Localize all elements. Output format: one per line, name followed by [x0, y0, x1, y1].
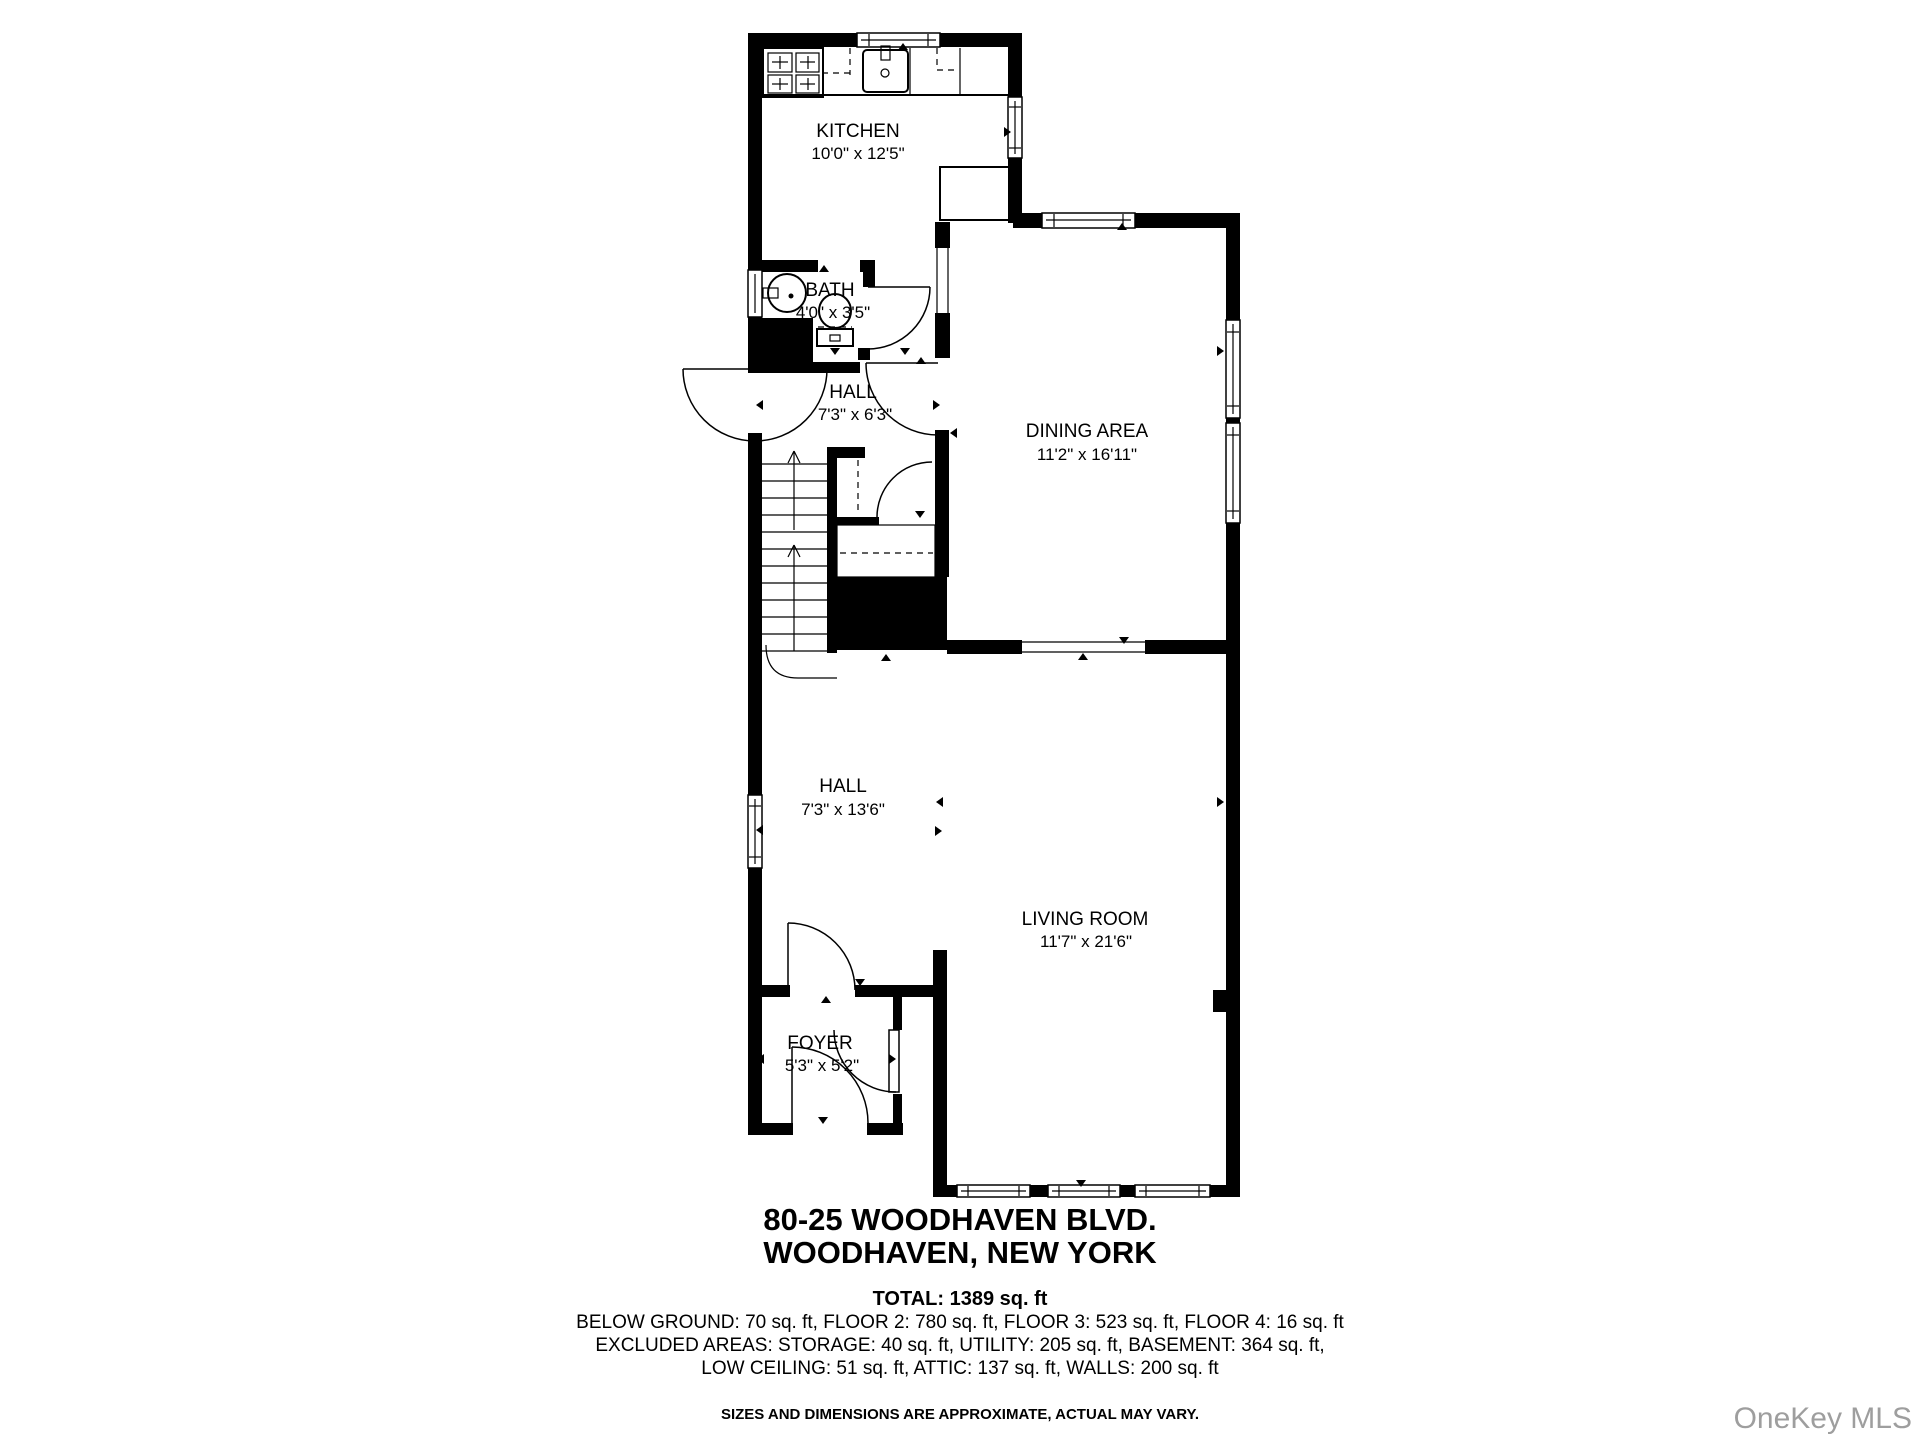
onekey-mls-watermark: OneKey MLS: [1733, 1402, 1912, 1435]
window-bath-left: [748, 270, 762, 317]
door-stair-closet: [877, 462, 932, 517]
windows: [748, 33, 1240, 1197]
room-dims-hall-upper: 7'3" x 6'3": [817, 405, 893, 424]
walls: [748, 33, 1240, 1197]
room-dims-hall-lower: 7'3" x 13'6": [801, 800, 885, 819]
area-breakdown-1: BELOW GROUND: 70 sq. ft, FLOOR 2: 780 sq. ft, FLOOR 3: 523 sq. ft, FLOOR 4: 16 sq. ft: [576, 1312, 1344, 1333]
room-dims-kitchen: 10'0" x 12'5": [811, 144, 905, 163]
room-dims-foyer: 5'3" x 5'2": [784, 1056, 860, 1075]
total-area: TOTAL: 1389 sq. ft: [872, 1288, 1048, 1310]
room-label-living: LIVING ROOM: [1021, 909, 1149, 930]
window-dining-right-2: [1226, 423, 1240, 523]
footer-text: [576, 1202, 1344, 1423]
room-label-bath: BATH: [805, 280, 855, 301]
door-bath: [868, 287, 930, 349]
stair-direction-arrow-lower: [788, 545, 800, 651]
cased-opening-dining-left: [937, 248, 948, 313]
refrigerator-icon: [940, 167, 1013, 220]
window-living-bottom-1: [957, 1185, 1030, 1197]
room-dims-living: 11'7" x 21'6": [1040, 932, 1132, 951]
door-hall-foyer: [788, 923, 855, 990]
window-kitchen-top: [857, 33, 940, 47]
room-label-hall-upper: HALL: [829, 382, 877, 403]
room-label-hall-lower: HALL: [819, 776, 867, 797]
window-kitchen-right: [1008, 97, 1022, 158]
room-label-dining: DINING AREA: [1025, 421, 1149, 442]
window-dining-right-1: [1226, 320, 1240, 418]
stove-icon: [763, 48, 823, 97]
address-line-2: WOODHAVEN, NEW YORK: [763, 1235, 1157, 1270]
address-line-1: 80-25 WOODHAVEN BLVD.: [763, 1202, 1157, 1237]
staircase: [762, 451, 837, 678]
room-label-kitchen: KITCHEN: [816, 121, 900, 142]
stair-direction-arrow-upper: [788, 451, 800, 530]
window-living-bottom-3: [1135, 1185, 1210, 1197]
room-dims-dining: 11'2" x 16'11": [1036, 445, 1138, 464]
cased-opening-dining-living: [1022, 642, 1145, 652]
room-dims-bath: 4'0" x 3'5": [795, 303, 871, 322]
window-living-bottom-2: [1048, 1185, 1120, 1197]
door-hall-dining: [866, 363, 938, 435]
area-breakdown-3: LOW CEILING: 51 sq. ft, ATTIC: 137 sq. ft, WALLS: 200 sq. ft: [701, 1358, 1219, 1379]
room-label-foyer: FOYER: [787, 1033, 853, 1054]
disclaimer: SIZES AND DIMENSIONS ARE APPROXIMATE, ACTUAL MAY VARY.: [720, 1406, 1200, 1423]
door-exterior-hall: [683, 369, 827, 441]
kitchen-sink-icon: [863, 46, 908, 92]
area-breakdown-2: EXCLUDED AREAS: STORAGE: 40 sq. ft, UTILITY: 205 sq. ft, BASEMENT: 364 sq. ft,: [595, 1335, 1325, 1356]
